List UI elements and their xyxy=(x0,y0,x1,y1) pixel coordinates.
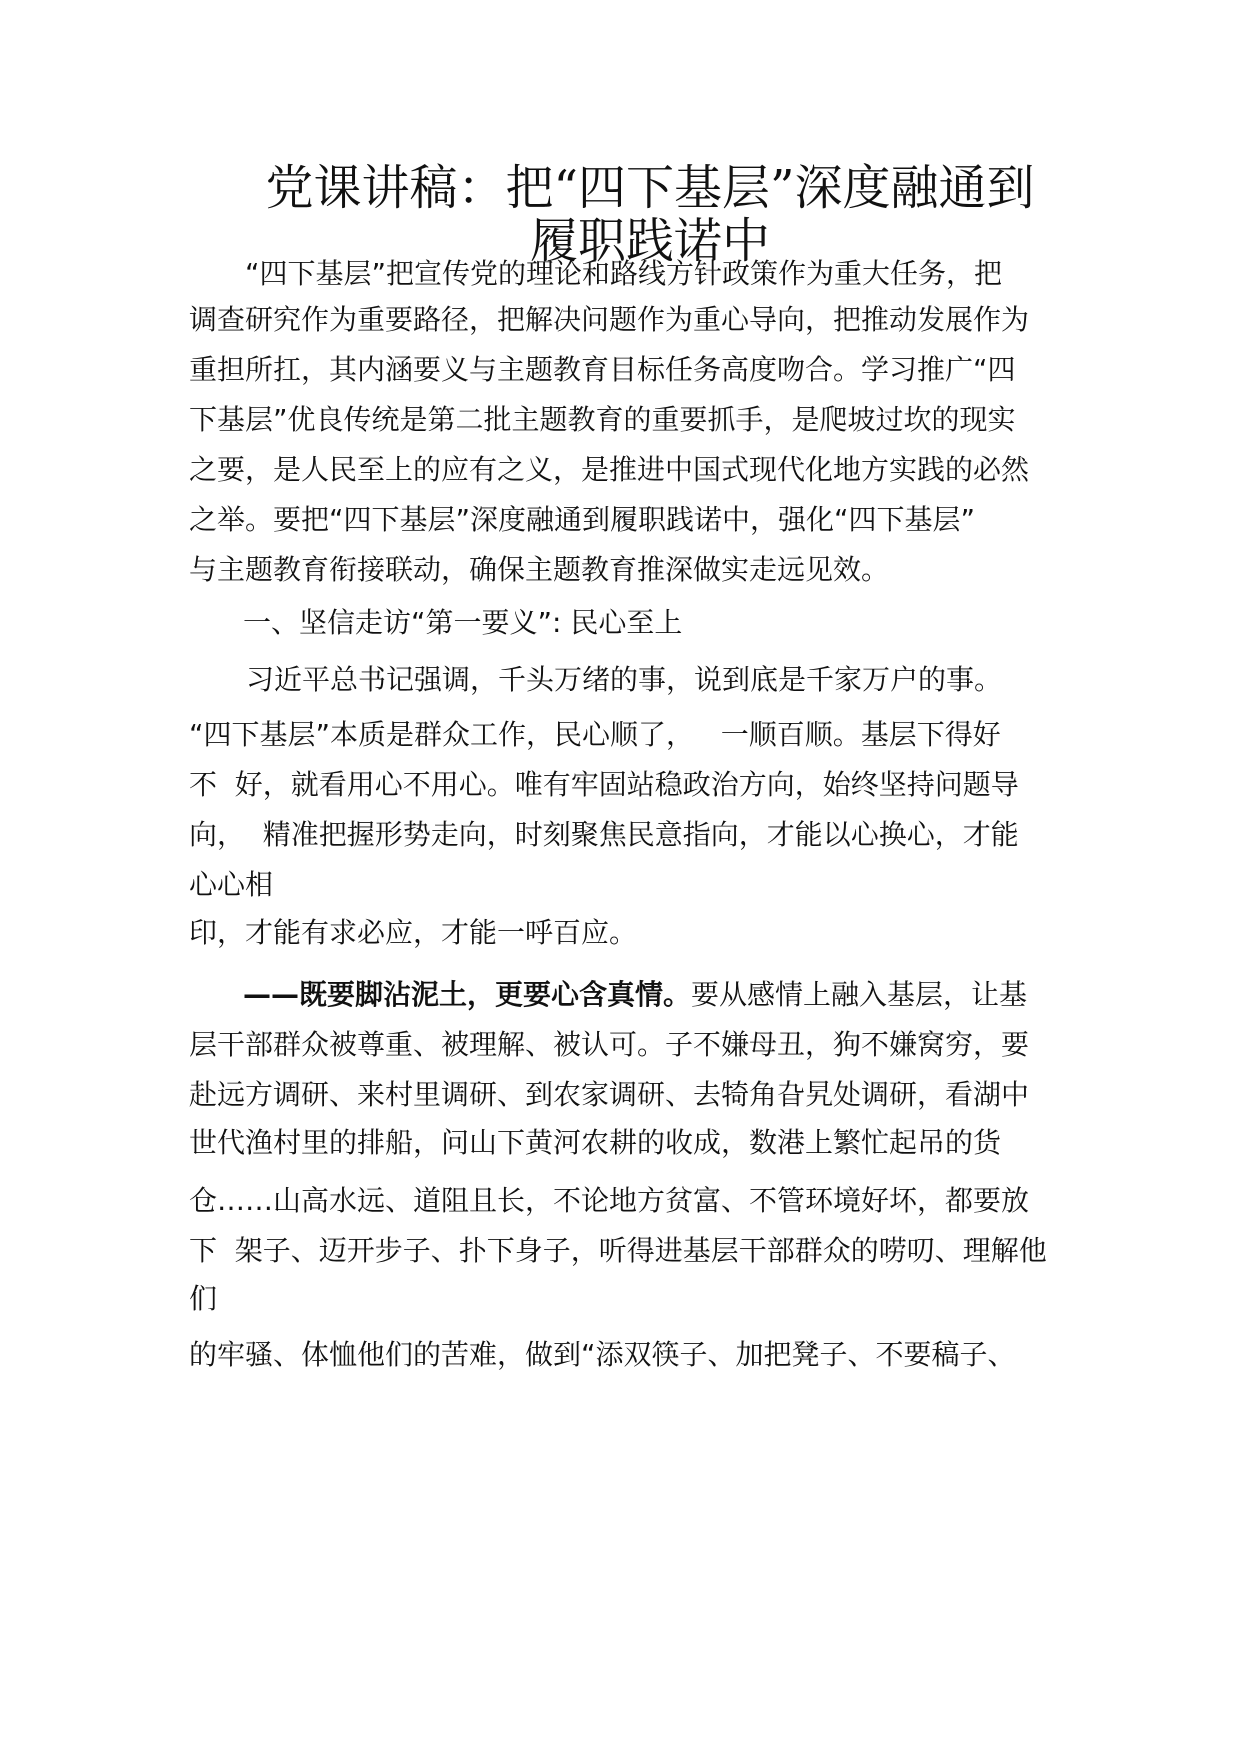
text-line: 仓……山高水远、道阻且长，不论地方贫富、不管环境好坏，都要放 xyxy=(189,1184,1030,1217)
text-line: 心心相 xyxy=(189,868,274,901)
text-line: 调查研究作为重要路径，把解决问题作为重心导向，把推动发展作为 xyxy=(189,303,1030,336)
text-line: 不 好，就看用心不用心。唯有牢固站稳政治方向，始终坚持问题导 xyxy=(189,768,1019,801)
text-line: 与主题教育衔接联动，确保主题教育推深做实走远见效。 xyxy=(189,553,890,586)
text-line: 们 xyxy=(189,1282,218,1315)
text-line: 习近平总书记强调，千头万绪的事，说到底是千家万户的事。 xyxy=(246,663,1003,696)
text-line: “四下基层”本质是群众工作，民心顺了， 一顺百顺。基层下得好 xyxy=(189,718,1001,751)
bold-lead-phrase: ——既要脚沾泥土，更要心含真情。 xyxy=(243,978,692,1011)
text-line: 之举。要把“四下基层”深度融通到履职践诺中，强化“四下基层” xyxy=(189,503,976,536)
text-line xyxy=(243,977,1027,1013)
text-line: 下基层”优良传统是第二批主题教育的重要抓手，是爬坡过坎的现实 xyxy=(189,403,1016,436)
text-line: 世代渔村里的排船，问山下黄河农耕的收成，数港上繁忙起吊的货 xyxy=(189,1126,1002,1159)
text-line: 下 架子、迈开步子、扑下身子，听得进基层干部群众的唠叨、理解他 xyxy=(189,1234,1047,1267)
text-line: 赴远方调研、来村里调研、到农家调研、去犄角旮旯处调研，看湖中 xyxy=(189,1078,1030,1111)
document-title-line-2: 履职践诺中 xyxy=(529,213,770,269)
text-line: 向， 精准把握形势走向，时刻聚焦民意指向，才能以心换心，才能 xyxy=(189,818,1019,851)
text-line: 层干部群众被尊重、被理解、被认可。子不嫌母丑，狗不嫌窝穷，要 xyxy=(189,1028,1030,1061)
text-line: 印，才能有求必应，才能一呼百应。 xyxy=(189,916,638,949)
text-line: 之要，是人民至上的应有之义，是推进中国式现代化地方实践的必然 xyxy=(189,453,1030,486)
text-span: 要从感情上融入基层，让基 xyxy=(691,978,1028,1011)
text-line: 重担所扛，其内涵要义与主题教育目标任务高度吻合。学习推广“四 xyxy=(189,353,1016,386)
document-title-line-1: 党课讲稿：把“四下基层”深度融通到 xyxy=(265,160,1035,216)
text-line: “四下基层”把宣传党的理论和路线方针政策作为重大任务，把 xyxy=(245,257,1003,290)
section-heading: 一、坚信走访“第一要义”: 民心至上 xyxy=(243,606,683,639)
text-line: 的牢骚、体恤他们的苦难，做到“添双筷子、加把凳子、不要稿子、 xyxy=(189,1338,1016,1371)
